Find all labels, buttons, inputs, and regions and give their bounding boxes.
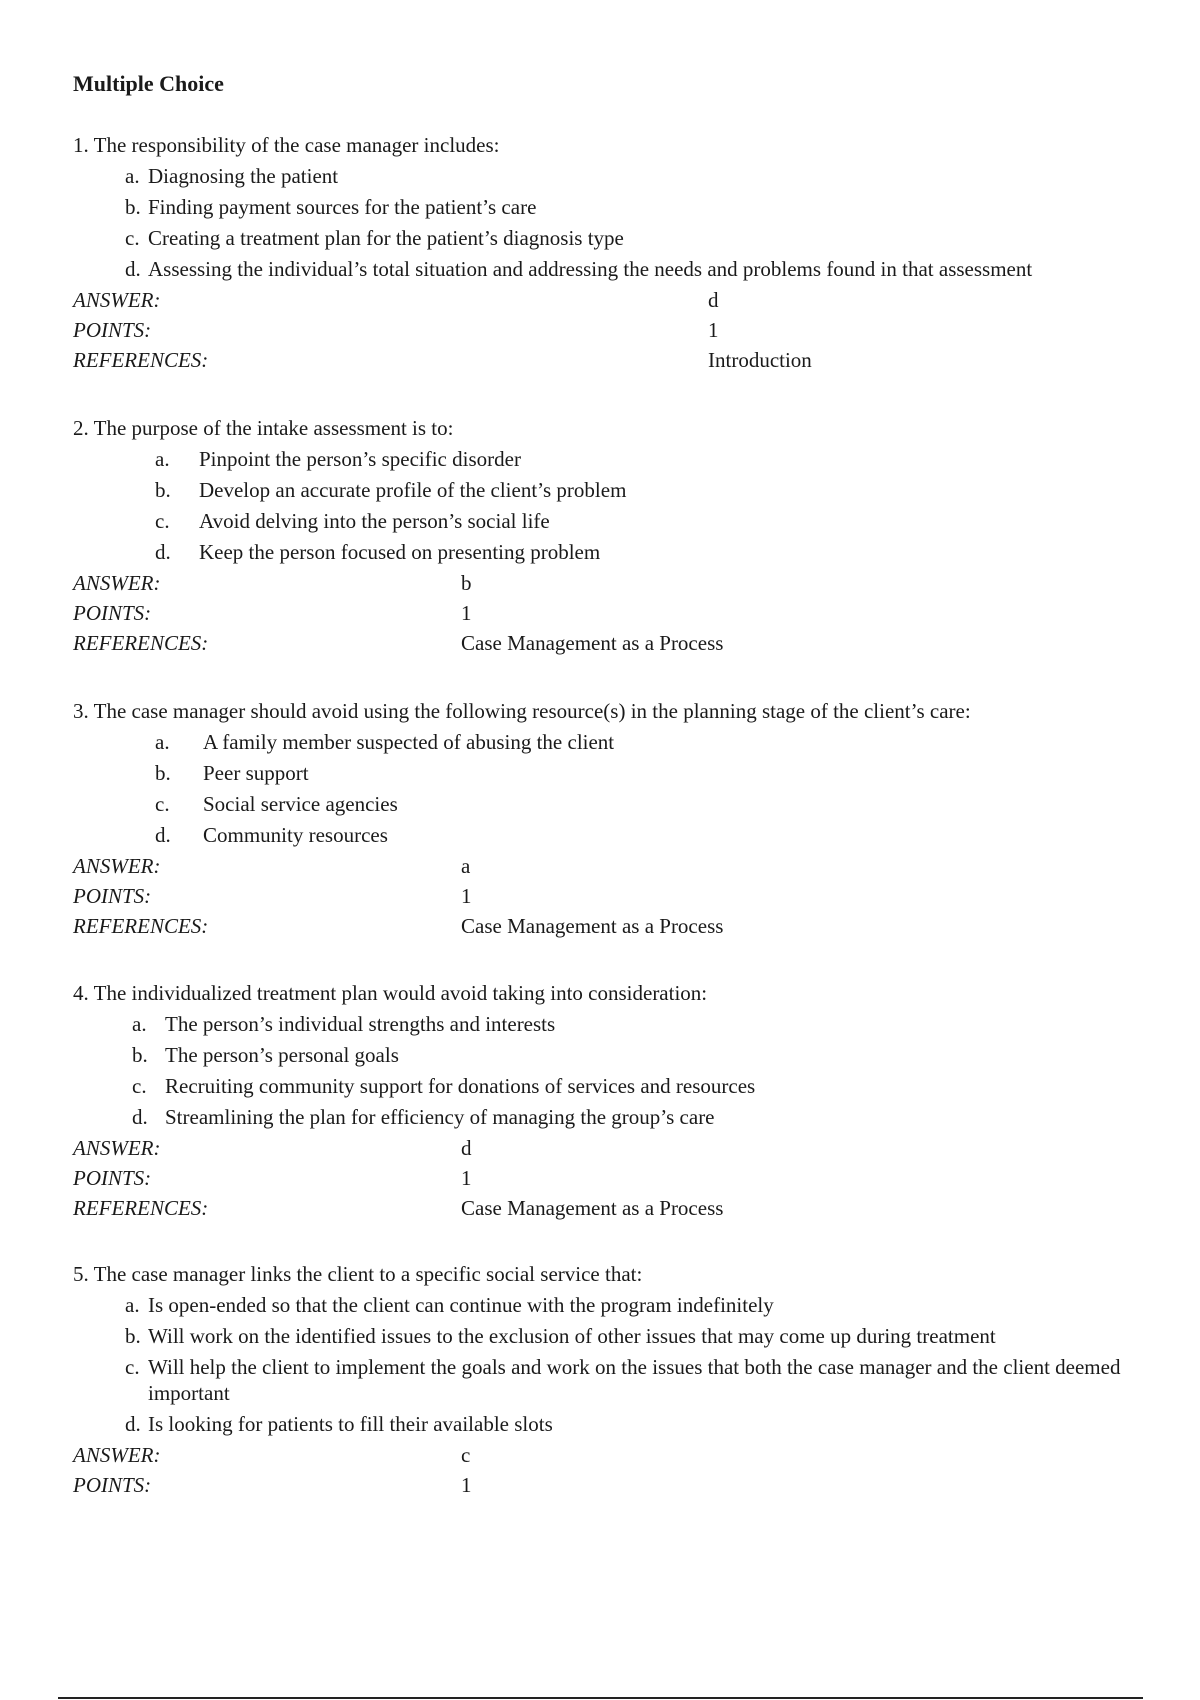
points-value: 1	[461, 601, 472, 625]
option-list	[73, 727, 1133, 851]
option-list	[73, 1290, 1133, 1440]
points-value: 1	[461, 884, 472, 908]
option-a: a. Diagnosing the patient	[125, 164, 339, 188]
answer-row	[73, 851, 1133, 881]
option-c: c. Will help the client to implement the goals and work on the issues that both the case manager and the client deemed important	[125, 1355, 1121, 1405]
points-label: POINTS:	[73, 601, 152, 625]
references-label: REFERENCES:	[73, 348, 209, 372]
option-b: b. Develop an accurate profile of the client’s problem	[155, 478, 627, 502]
points-label: POINTS:	[73, 1166, 152, 1190]
points-value: 1	[708, 318, 719, 342]
references-label: REFERENCES:	[73, 914, 209, 938]
points-value: 1	[461, 1473, 472, 1497]
question-stem: 4. The individualized treatment plan would avoid taking into consideration:	[73, 981, 708, 1005]
points-label: POINTS:	[73, 318, 152, 342]
references-row	[73, 628, 1133, 658]
answer-row	[73, 285, 1133, 315]
points-row	[73, 315, 1133, 345]
option-d: d. Community resources	[155, 823, 388, 847]
references-value: Case Management as a Process	[461, 914, 724, 938]
option-a: a. The person’s individual strengths and interests	[132, 1012, 556, 1036]
points-label: POINTS:	[73, 884, 152, 908]
answer-value: d	[708, 288, 719, 312]
section-heading: Multiple Choice	[73, 71, 224, 96]
option-b: b. Will work on the identified issues to the exclusion of other issues that may come up during treatment	[125, 1324, 996, 1348]
option-c: c. Social service agencies	[155, 792, 398, 816]
answer-label: ANSWER:	[73, 571, 161, 595]
references-value: Case Management as a Process	[461, 631, 724, 655]
question-4	[73, 978, 1133, 1223]
option-b: b. Finding payment sources for the patient’s care	[125, 195, 537, 219]
option-b: b. Peer support	[155, 761, 309, 785]
answer-value: c	[461, 1443, 471, 1467]
option-d: d. Streamlining the plan for efficiency of managing the group’s care	[132, 1105, 715, 1129]
points-row	[73, 1163, 1133, 1193]
points-label: POINTS:	[73, 1473, 152, 1497]
option-list	[73, 1009, 1133, 1133]
answer-value: d	[461, 1136, 472, 1160]
option-c: c. Avoid delving into the person’s social life	[155, 509, 550, 533]
answer-label: ANSWER:	[73, 288, 161, 312]
references-value: Introduction	[708, 348, 812, 372]
question-stem: 1. The responsibility of the case manager includes:	[73, 133, 500, 157]
option-a: a. Pinpoint the person’s specific disorder	[155, 447, 521, 471]
option-b: b. The person’s personal goals	[132, 1043, 399, 1067]
points-row	[73, 1470, 1133, 1500]
question-5	[73, 1259, 1133, 1500]
references-label: REFERENCES:	[73, 631, 209, 655]
option-a: a. A family member suspected of abusing the client	[155, 730, 615, 754]
question-3	[73, 696, 1133, 941]
points-value: 1	[461, 1166, 472, 1190]
references-value: Case Management as a Process	[461, 1196, 724, 1220]
answer-row	[73, 1133, 1133, 1163]
answer-row	[73, 1440, 1133, 1470]
option-c: c. Recruiting community support for donations of services and resources	[132, 1074, 756, 1098]
option-d: d. Keep the person focused on presenting problem	[155, 540, 601, 564]
answer-row	[73, 568, 1133, 598]
question-1	[73, 130, 1133, 375]
question-stem: 2. The purpose of the intake assessment is to:	[73, 416, 454, 440]
question-2	[73, 413, 1133, 658]
references-row	[73, 345, 1133, 375]
footer-divider	[58, 1697, 1143, 1699]
answer-label: ANSWER:	[73, 1136, 161, 1160]
question-stem: 3. The case manager should avoid using the following resource(s) in the planning stage of the client’s care:	[73, 699, 971, 723]
points-row	[73, 598, 1133, 628]
option-d: d. Assessing the individual’s total situation and addressing the needs and problems found in that assessment	[125, 257, 1033, 281]
option-list	[73, 444, 1133, 568]
question-stem: 5. The case manager links the client to a specific social service that:	[73, 1262, 643, 1286]
references-label: REFERENCES:	[73, 1196, 209, 1220]
references-row	[73, 911, 1133, 941]
answer-value: a	[461, 854, 471, 878]
answer-label: ANSWER:	[73, 1443, 161, 1467]
option-list	[73, 161, 1133, 285]
option-d: d. Is looking for patients to fill their available slots	[125, 1412, 553, 1436]
option-c: c. Creating a treatment plan for the patient’s diagnosis type	[125, 226, 624, 250]
points-row	[73, 881, 1133, 911]
option-a: a. Is open-ended so that the client can continue with the program indefinitely	[125, 1293, 774, 1317]
answer-label: ANSWER:	[73, 854, 161, 878]
answer-value: b	[461, 571, 472, 595]
references-row	[73, 1193, 1133, 1223]
